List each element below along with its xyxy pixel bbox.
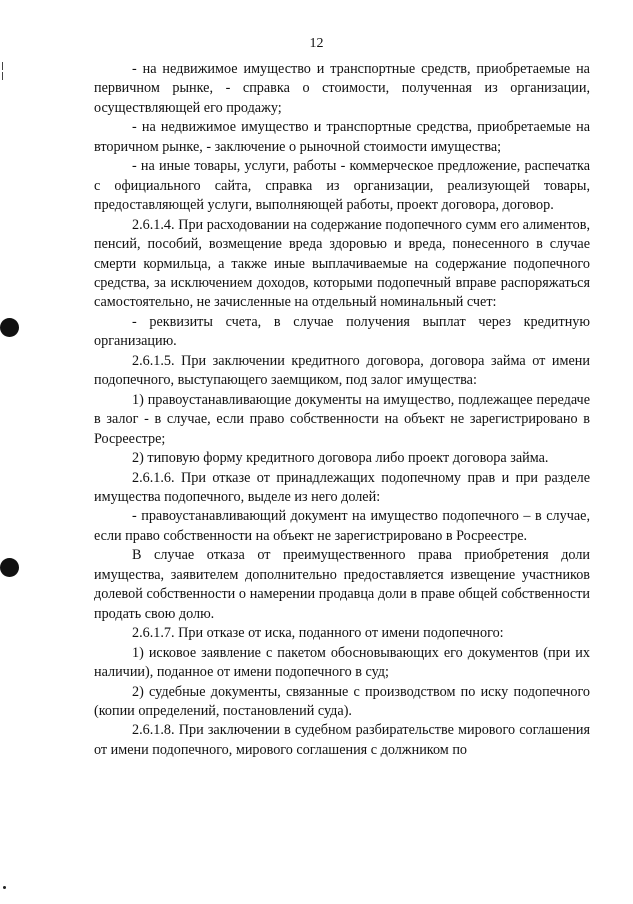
punch-hole-bottom bbox=[0, 558, 19, 577]
paragraph-2-6-1-4: 2.6.1.4. При расходовании на содержание подопечного сумм его алиментов, пенсий, пособий, возмещение вреда здоровью и вреда, понесенного в случае смерти кормильца, а также иные выплачиваемые на содержание подопечного средства, за исключением доходов, которыми подопечный вправе распоряжаться самостоятельно, не зачисленные на отдельный номинальный счет: bbox=[94, 216, 590, 311]
paragraph-2-6-1-5: 2.6.1.5. При заключении кредитного договора, договора займа от имени подопечного, выступающего заемщиком, под залог имущества: bbox=[94, 352, 590, 389]
paragraph-2-6-1-8: 2.6.1.8. При заключении в судебном разбирательстве мирового соглашения от имени подопечного, мирового соглашения с должником по bbox=[94, 722, 590, 758]
scan-mark bbox=[2, 72, 3, 80]
scan-speck bbox=[3, 886, 6, 889]
paragraph-2-6-1-6: 2.6.1.6. При отказе от принадлежащих подопечному прав и при разделе имущества подопечного, выделе из него долей: bbox=[94, 469, 590, 505]
scan-mark bbox=[2, 62, 3, 70]
paragraph-loan-form: 2) типовую форму кредитного договора либо проект договора займа. bbox=[132, 450, 549, 467]
paragraph-other-goods: - на иные товары, услуги, работы - коммерческое предложение, распечатка с официального сайта, справка из организации, реализующей товары, предоставляющей услуги, выполняющей работы, проект договора, договор. bbox=[94, 158, 590, 214]
paragraph-primary-market: - на недвижимое имущество и транспортные средств, приобретаемые на первичном рынке, - справка о стоимости, полученная из организации, осуществляющей его продажу; bbox=[94, 61, 590, 116]
page-number: 12 bbox=[309, 36, 324, 51]
paragraph-2-6-1-7: 2.6.1.7. При отказе от иска, поданного от имени подопечного: bbox=[132, 625, 504, 642]
paragraph-preemptive-right: В случае отказа от преимущественного права приобретения доли имущества, заявителем дополнительно предоставляется извещение участников долевой собственности о намерении продавца доли в праве общей собственности продать свою долю. bbox=[94, 547, 590, 622]
paragraph-title-document-rosreestr: - правоустанавливающий документ на имущество подопечного – в случае, если право собственности на объект не зарегистрировано в Росреестре. bbox=[94, 508, 590, 544]
paragraph-court-documents: 2) судебные документы, связанные с производством по иску подопечного (копии определений, постановлений суда). bbox=[94, 683, 590, 719]
paragraph-statement-of-claim: 1) исковое заявление с пакетом обосновывающих его документов (при их наличии), поданное от имени подопечного в суд; bbox=[94, 644, 590, 681]
paragraph-secondary-market: - на недвижимое имущество и транспортные средства, приобретаемые на вторичном рынке, - заключение о рыночной стоимости имущества; bbox=[94, 119, 590, 155]
paragraph-title-documents: 1) правоустанавливающие документы на имущество, подлежащее передаче в залог - в случае, если право собственности на объект не зарегистрировано в Росреестре; bbox=[94, 391, 590, 447]
punch-hole-top bbox=[0, 318, 19, 337]
document-body bbox=[94, 60, 590, 760]
paragraph-account-details: - реквизиты счета, в случае получения выплат через кредитную организацию. bbox=[94, 313, 590, 350]
